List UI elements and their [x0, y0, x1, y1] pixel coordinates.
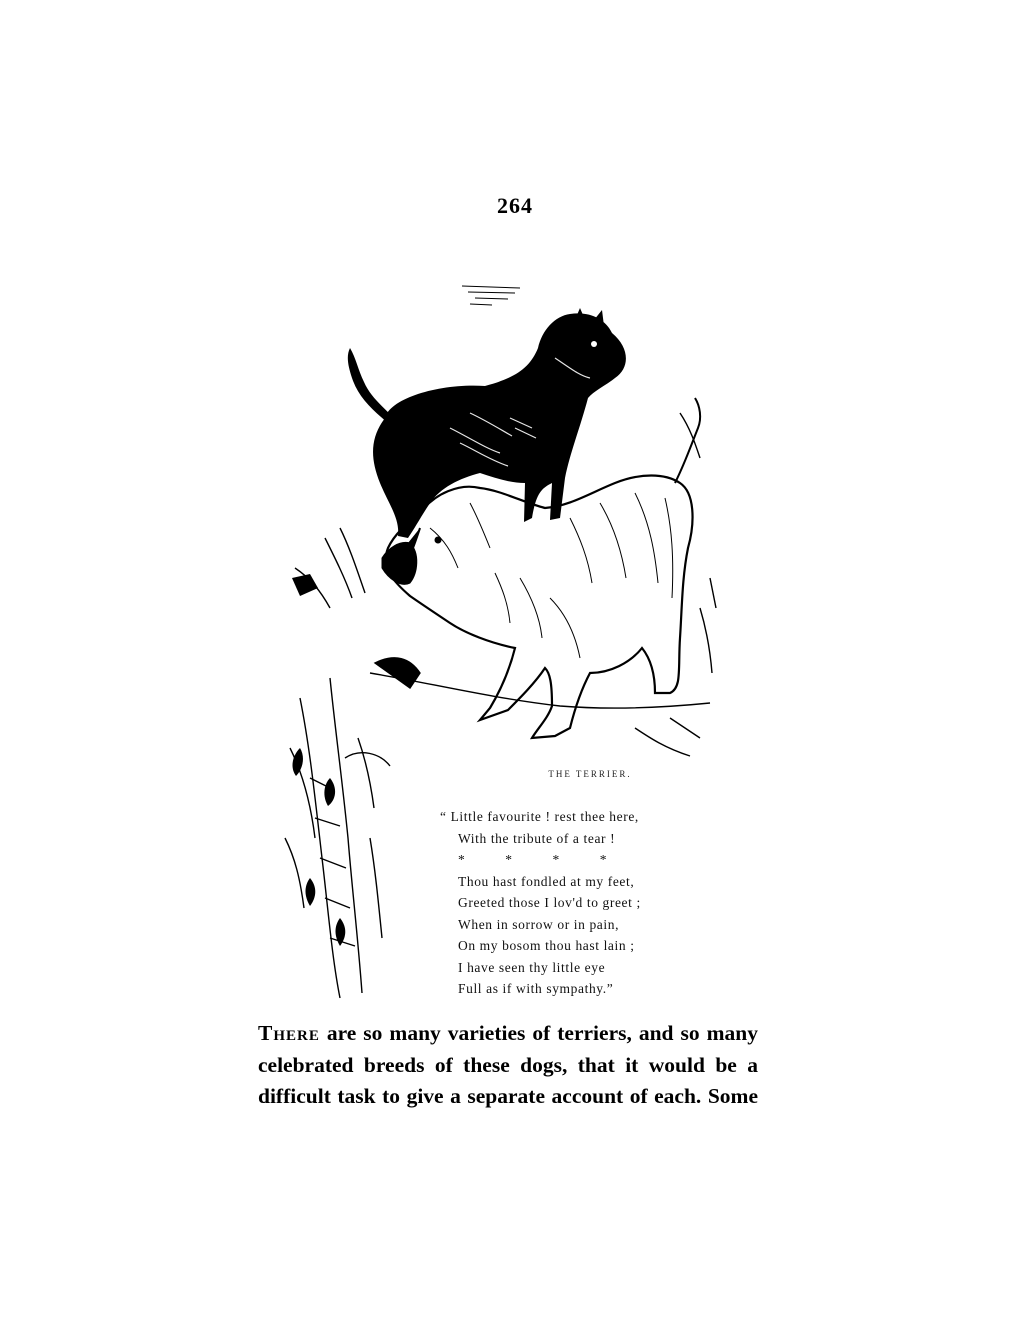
poem-line: On my bosom thou hast lain ; [458, 938, 635, 953]
poem-line: With the tribute of a tear ! [458, 830, 616, 846]
paragraph-line: celebrated breeds of these dogs, that it would be a [258, 1052, 758, 1077]
paragraph-line: difficult task to give a separate account of each. Some [258, 1084, 758, 1108]
poem-line: I have seen thy little eye [458, 959, 606, 975]
poem-verse [440, 806, 730, 1000]
poem-line: Thou hast fondled at my feet, [458, 873, 635, 889]
body-paragraph [258, 1018, 758, 1113]
poem-asterisks: * * * * [458, 852, 607, 867]
dark-terrier-figure [348, 308, 626, 538]
poem-line: When in sorrow or in pain, [458, 916, 620, 932]
poem-line: Greeted those I lov'd to greet ; [458, 895, 641, 910]
page-number: 264 [497, 193, 533, 218]
paragraph-opening-word: There [258, 1021, 320, 1045]
illustration-caption: THE TERRIER. [548, 769, 632, 779]
poem-line: “ Little favourite ! rest thee here, [440, 809, 639, 824]
paragraph-line [258, 1018, 758, 1050]
poem-line: Full as if with sympathy.” [458, 981, 614, 996]
paragraph-line-text: are so many varieties of terriers, and so many [319, 1021, 758, 1045]
